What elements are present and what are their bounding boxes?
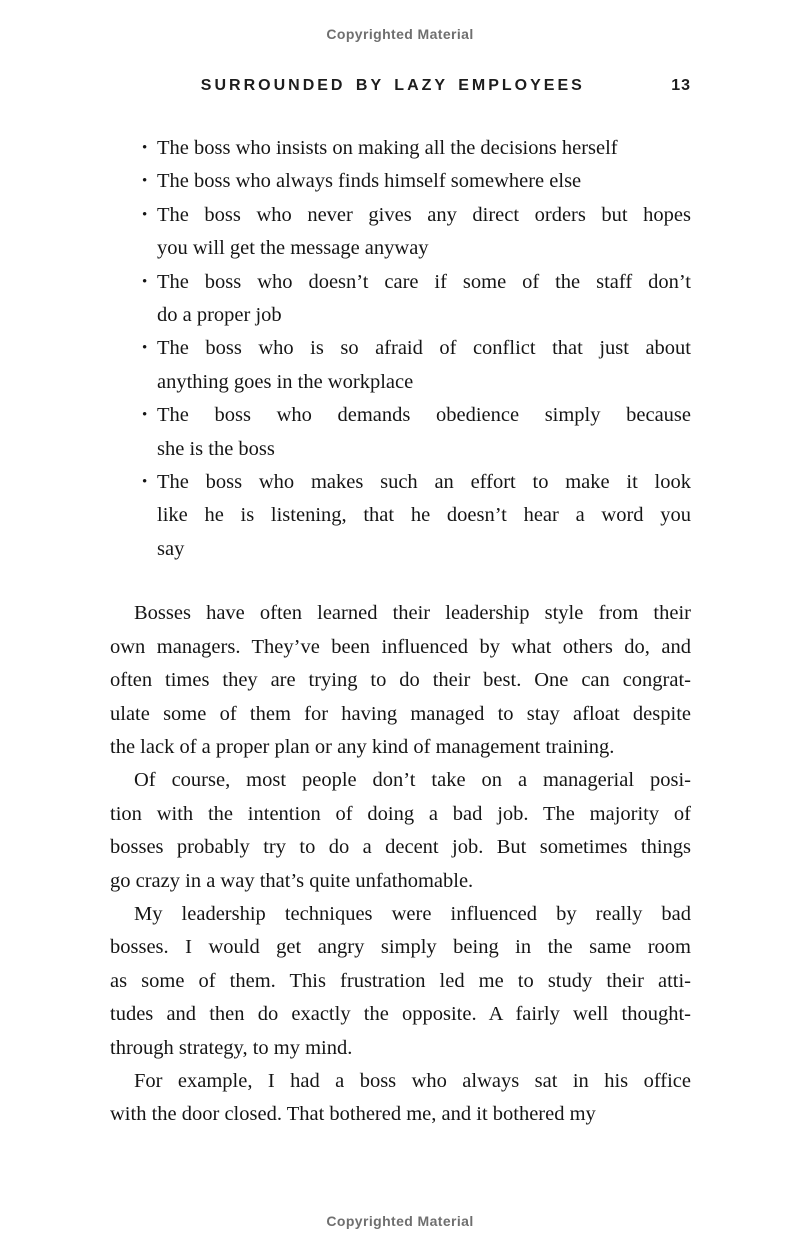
bullet-icon: • (142, 140, 148, 156)
page-number: 13 (671, 77, 691, 94)
list-item (110, 165, 691, 198)
text-line: like he is listening, that he doesn’t hear a word you (157, 504, 691, 527)
list-item (110, 466, 691, 566)
text-line: The boss who never gives any direct orders but hopes (157, 203, 691, 226)
text-line: go crazy in a way that’s quite unfathomable. (110, 869, 474, 892)
text-line: through strategy, to my mind. (110, 1036, 353, 1059)
text-line: My leadership techniques were influenced by really bad (134, 902, 691, 925)
paragraphs (110, 597, 691, 1132)
list-item (110, 399, 691, 466)
running-header (110, 77, 691, 99)
bullet-icon: • (142, 407, 148, 424)
bullet-icon: • (142, 173, 148, 190)
text-line: bosses probably try to do a decent job. But sometimes things (110, 836, 691, 859)
copyright-notice-bottom: Copyrighted Material (326, 1213, 474, 1229)
text-line: Of course, most people don’t take on a managerial posi- (134, 769, 691, 792)
text-line: you will get the message anyway (157, 237, 429, 260)
text-line: bosses. I would get angry simply being in the same room (110, 936, 691, 959)
text-line: with the door closed. That bothered me, and it bothered my (110, 1103, 596, 1126)
bullet-icon: • (142, 340, 148, 357)
text-line: The boss who is so afraid of conflict that just about (157, 337, 691, 360)
paragraph (110, 898, 691, 1065)
text-line: The boss who doesn’t care if some of the staff don’t (157, 270, 691, 293)
text-line: tudes and then do exactly the opposite. A fairly well thought- (110, 1003, 691, 1026)
text-line: The boss who makes such an effort to make it look (157, 471, 691, 494)
text-line: The boss who insists on making all the decisions herself (157, 137, 618, 159)
text-line: ulate some of them for having managed to stay afloat despite (110, 702, 691, 725)
chapter-title: SURROUNDED BY LAZY EMPLOYEES (200, 77, 585, 94)
text-line: tion with the intention of doing a bad job. The majority of (110, 802, 691, 825)
paragraph (110, 597, 691, 764)
text-line: The boss who demands obedience simply because (157, 404, 691, 427)
text-line: do a proper job (157, 304, 282, 327)
bullet-icon: • (142, 206, 148, 223)
text-line: often times they are trying to do their best. One can congrat- (110, 669, 691, 692)
bullet-icon: • (142, 273, 148, 290)
text-line: the lack of a proper plan or any kind of management training. (110, 735, 615, 758)
list-item (110, 332, 691, 399)
list-item (110, 266, 691, 333)
paragraph (110, 1065, 691, 1132)
text-line: Bosses have often learned their leadership style from their (134, 602, 691, 625)
text-line: anything goes in the workplace (157, 370, 414, 393)
page-body (110, 132, 691, 1132)
text-line: she is the boss (157, 437, 275, 460)
text-line: as some of them. This frustration led me to study their atti- (110, 969, 691, 992)
bullet-icon: • (142, 474, 148, 491)
bullet-list (110, 132, 691, 566)
paragraph (110, 764, 691, 898)
text-line: say (157, 537, 185, 560)
text-line: The boss who always finds himself somewhere else (157, 170, 582, 193)
text-line: For example, I had a boss who always sat in his office (134, 1069, 691, 1092)
text-line: own managers. They’ve been influenced by what others do, and (110, 635, 691, 658)
list-item (110, 132, 691, 165)
copyright-notice-top: Copyrighted Material (326, 26, 474, 42)
list-item (110, 199, 691, 266)
